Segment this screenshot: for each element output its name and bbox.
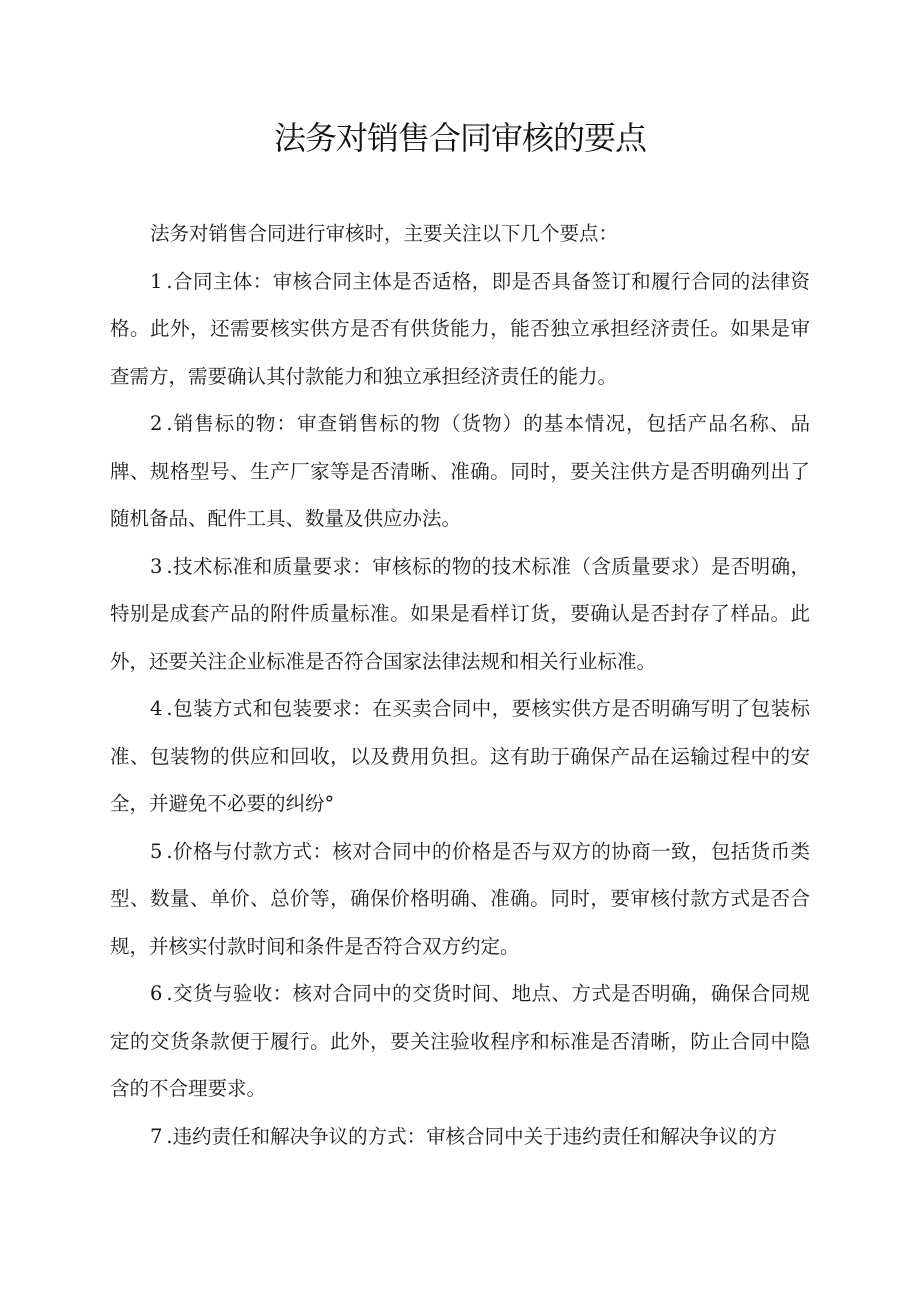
item-number: 3	[150, 554, 163, 578]
list-item-2	[110, 400, 810, 543]
item-text: .销售标的物：审查销售标的物（货物）的基本情况，包括产品名称、品牌、规格型号、生产厂家等是否清晰、准确。同时，要关注供方是否明确列出了随机备品、配件工具、数量及供应办法。	[110, 412, 810, 530]
item-text: .合同主体：审核合同主体是否适格，即是否具备签订和履行合同的法律资格。此外，还需要核实供方是否有供货能力，能否独立承担经济责任。如果是审查需方，需要确认其付款能力和独立承担经济责任的能力。	[110, 269, 810, 388]
item-number: 2	[150, 412, 163, 435]
list-item-7	[110, 1113, 810, 1161]
document-body	[110, 210, 810, 1160]
item-text: .违约责任和解决争议的方式：审核合同中关于违约责任和解决争议的方	[166, 1124, 778, 1148]
item-text: .交货与验收：核对合同中的交货时间、地点、方式是否明确，确保合同规定的交货条款便于履行。此外，要关注验收程序和标准是否清晰，防止合同中隐含的不合理要求。	[110, 982, 810, 1100]
item-number: 4	[150, 697, 163, 720]
intro-paragraph: 法务对销售合同进行审核时，主要关注以下几个要点：	[150, 222, 619, 245]
list-item-1	[110, 258, 810, 401]
item-number: 6	[150, 982, 163, 1005]
item-text: .技术标准和质量要求：审核标的物的技术标准（含质量要求）是否明确，特别是成套产品的附件质量标准。如果是看样订货，要确认是否封存了样品。此外，还要关注企业标准是否符合国家法律法规和相关行业标准。	[110, 554, 810, 673]
list-item-4	[110, 685, 810, 828]
list-item-3	[110, 543, 810, 686]
list-item-6	[110, 970, 810, 1113]
item-number: 7	[150, 1124, 163, 1148]
item-text: .价格与付款方式：核对合同中的价格是否与双方的协商一致，包括货币类型、数量、单价、总价等，确保价格明确、准确。同时，要审核付款方式是否合规，并核实付款时间和条件是否符合双方约定。	[110, 839, 810, 958]
item-number: 1	[150, 269, 163, 293]
item-number: 5	[150, 839, 163, 863]
list-item-5	[110, 828, 810, 971]
document-title: 法务对销售合同审核的要点	[273, 119, 646, 157]
item-text: .包装方式和包装要求：在买卖合同中，要核实供方是否明确写明了包装标准、包装物的供应和回收，以及费用负担。这有助于确保产品在运输过程中的安全，并避免不必要的纠纷°	[110, 697, 810, 815]
